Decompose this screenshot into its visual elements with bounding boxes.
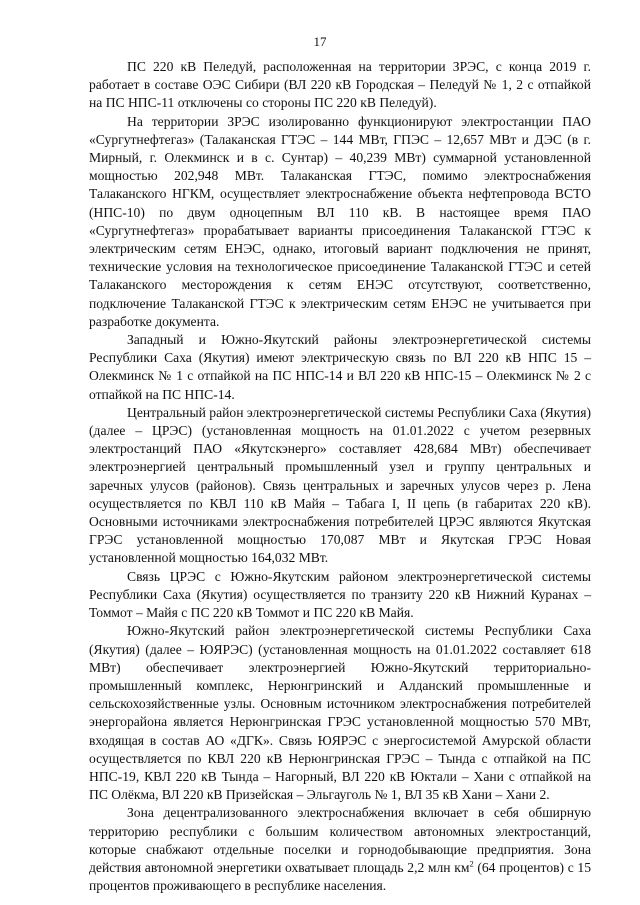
- paragraph-zres-isolated-plants: На территории ЗРЭС изолированно функционируют электростанции ПАО «Сургутнефтегаз» (Талаканская ГТЭС – 144 МВт, ГПЭС – 12,657 МВт и ДЭС (в г. Мирный, г. Олекминск и в с. Сунтар) – 40,239 МВт) суммарной установленной мощностью 202,948 МВт. Талаканская ГТЭС, помимо электроснабжения Талаканского НГКМ, осуществляет электроснабжение объекта нефтепровода ВСТО (НПС-10) по двум одноцепным ВЛ 110 кВ. В настоящее время ПАО «Сургутнефтегаз» прорабатывает варианты присоединения Талаканской ГТЭС к электрическим сетям ЕНЭС, однако, итоговый вариант подключения не принят, технические условия на технологическое присоединение Талаканской ГТЭС и сетей Талаканского месторождения к сетям ЕНЭС отсутствуют, соответственно, подключение Талаканской ГТЭС к электрическим сетям ЕНЭС не учитывается при разработке документа.: [89, 113, 591, 329]
- page-number: 17: [313, 34, 327, 49]
- paragraph-decentralized-zone: [89, 804, 591, 895]
- paragraph-south-yakut-district: Южно-Якутский район электроэнергетической системы Республики Саха (Якутия) (далее – ЮЯРЭС) (установленная мощность на 01.01.2022 составляет 618 МВт) обеспечивает электроэнергией Южно-Якутский территориально-промышленный комплекс, Нерюнгринский и Алданский промышленные и сельскохозяйственные узлы. Основным источником электроснабжения потребителей энергорайона является Нерюнгринская ГРЭС установленной мощностью 570 МВт, входящая в состав АО «ДГК». Связь ЮЯРЭС с энергосистемой Амурской области осуществляется по КВЛ 220 кВ Нерюнгринская ГРЭС – Тында с отпайкой на ПС НПС-19, КВЛ 220 кВ Тында – Нагорный, ВЛ 220 кВ Юктали – Хани с отпайкой на ПС Олёкма, ВЛ 220 кВ Призейская – Эльгауголь № 1, ВЛ 35 кВ Хани – Хани 2.: [89, 623, 591, 803]
- paragraph-central-district: Центральный район электроэнергетической системы Республики Саха (Якутия) (далее – ЦРЭС) (установленная мощность на 01.01.2022 с учетом резервных электростанций ПАО «Якутскэнерго» составляет 428,684 МВт) обеспечивает электроэнергией центральный промышленный узел и группу центральных и заречных улусов (районов). Связь центральных и заречных улусов через р. Лена осуществляется по КВЛ 110 кВ Майя – Табага I, II цепь (в габаритах 220 кВ). Основными источниками электроснабжения потребителей ЦРЭС являются Якутская ГРЭС установленной мощностью 170,087 МВт и Якутская ГРЭС Новая установленной мощностью 164,032 МВт.: [89, 404, 591, 566]
- decentralized-text-start: Зона децентрализованного электроснабжения включает в себя обширную территорию республики с большим количеством автономных электростанций, которые снабжают отдельные поселки и горнодобывающие предприятия. Зона действия автономной энергетики охватывает площадь 2,2 млн км: [89, 805, 591, 875]
- document-body: [89, 58, 591, 895]
- paragraph-western-south-yakut-link: Западный и Южно-Якутский районы электроэнергетической системы Республики Саха (Якутия) имеют электрическую связь по ВЛ 220 кВ НПС 15 – Олекминск № 1 с отпайкой на ПС НПС-14 и ВЛ 220 кВ НПС-15 – Олекминск № 2 с отпайкой на ПС НПС-14.: [89, 332, 591, 402]
- paragraph-peleduy-substation: ПС 220 кВ Пеледуй, расположенная на территории ЗРЭС, с конца 2019 г. работает в составе ОЭС Сибири (ВЛ 220 кВ Городская – Пеледуй № 1, 2 с отпайкой на ПС НПС-11 отключены со стороны ПС 220 кВ Пеледуй).: [89, 59, 591, 111]
- paragraph-tsres-link: Связь ЦРЭС с Южно-Якутским районом электроэнергетической системы Республики Саха (Якутия) осуществляется по транзиту 220 кВ Нижний Куранах – Томмот – Майя с ПС 220 кВ Томмот и ПС 220 кВ Майя.: [89, 568, 591, 621]
- area-unit-superscript: 2: [469, 858, 474, 869]
- decentralized-text-end: (64 процентов) с 15 процентов проживающего в республике населения.: [89, 859, 591, 894]
